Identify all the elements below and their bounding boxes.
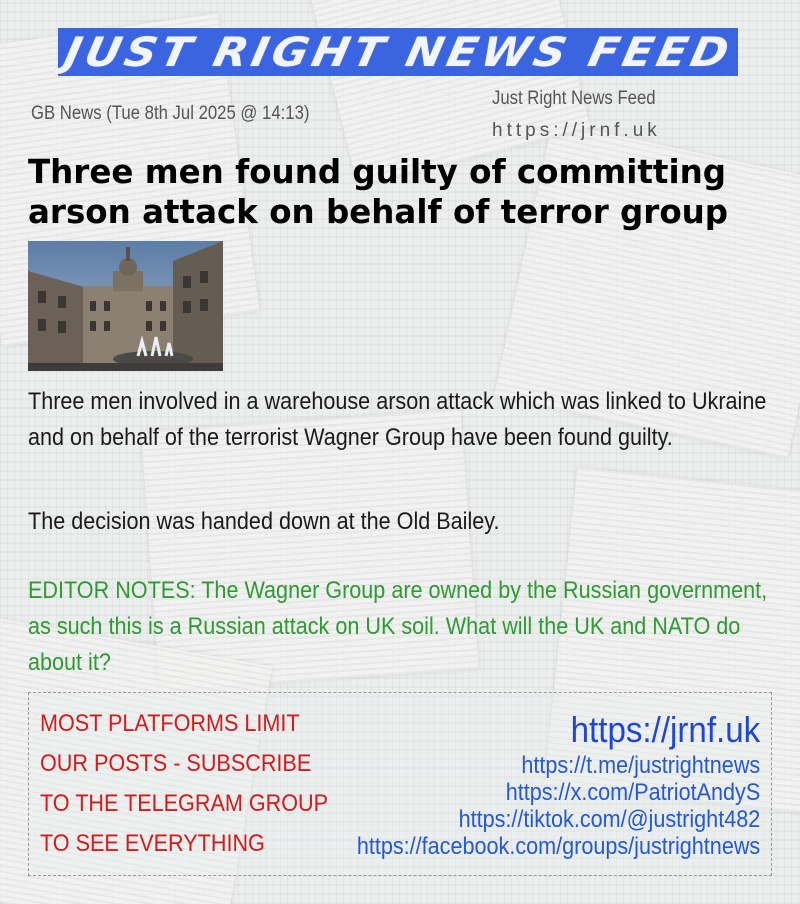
- article-image: [28, 241, 223, 371]
- facebook-link[interactable]: https://facebook.com/groups/justrightnews: [356, 833, 760, 860]
- main-site-link[interactable]: https://jrnf.uk: [570, 709, 760, 750]
- tiktok-link[interactable]: https://tiktok.com/@justright482: [458, 806, 760, 833]
- cta-line: MOST PLATFORMS LIMIT: [40, 710, 300, 737]
- x-link[interactable]: https://x.com/PatriotAndyS: [505, 779, 760, 806]
- article-paragraph: Three men involved in a warehouse arson attack which was linked to Ukraine and on behalf of the terrorist Wagner Group have been found guilty.: [28, 388, 767, 451]
- banner-title: JUST RIGHT NEWS FEED: [59, 28, 737, 76]
- cta-line: OUR POSTS - SUBSCRIBE: [40, 750, 312, 777]
- editor-notes: EDITOR NOTES: The Wagner Group are owned by the Russian government, as such this is a Russian attack on UK soil. What will the UK and NATO do about it?: [28, 577, 768, 676]
- site-banner: [58, 28, 738, 76]
- cta-line: TO SEE EVERYTHING: [40, 830, 265, 857]
- site-url[interactable]: https://jrnf.uk: [492, 120, 661, 141]
- site-name: Just Right News Feed: [492, 88, 656, 109]
- article-headline: Three men found guilty of committing arson attack on behalf of terror group: [28, 153, 729, 231]
- article-source: GB News (Tue 8th Jul 2025 @ 14:13): [31, 103, 310, 124]
- social-links: [312, 708, 760, 860]
- old-bailey-photo: [28, 241, 223, 371]
- cta-line: TO THE TELEGRAM GROUP: [40, 790, 329, 817]
- telegram-link[interactable]: https://t.me/justrightnews: [521, 752, 760, 779]
- article-paragraph: The decision was handed down at the Old Bailey.: [28, 508, 500, 535]
